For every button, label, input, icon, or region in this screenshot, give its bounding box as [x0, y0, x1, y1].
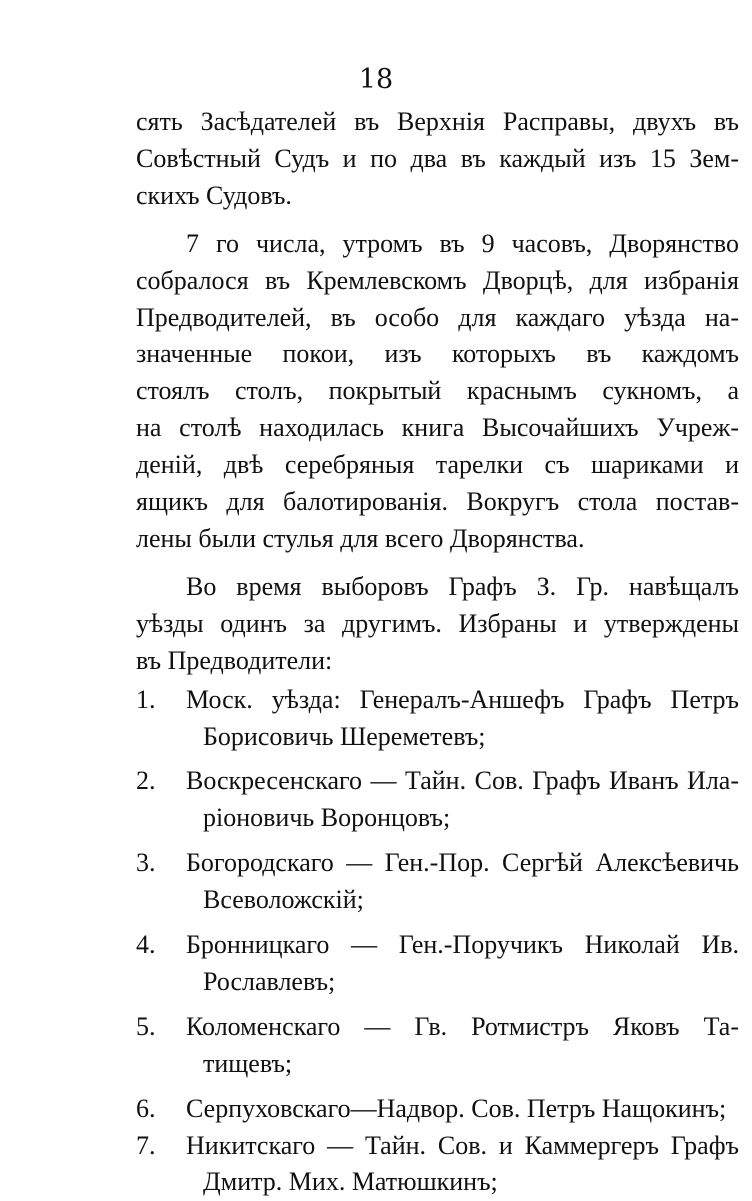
text-line: Во время выборовъ Графъ З. Гр. навѣщалъ: [186, 571, 739, 601]
marshals-list: [136, 682, 739, 1201]
item-number: 6.: [136, 1093, 156, 1123]
text-line: Воскресенскаго — Тайн. Сов. Графъ Иванъ Ила-: [186, 766, 739, 796]
list-item: [136, 1009, 739, 1083]
text-line: Никитскаго — Тайн. Сов. и Каммергеръ Графъ: [186, 1130, 739, 1160]
text-line: сять Засѣдателей въ Верхнія Расправы, двухъ въ: [136, 107, 739, 136]
item-number: 2.: [136, 766, 156, 796]
text-line: деній, двѣ серебряныя тарелки съ шариками и: [136, 450, 739, 480]
paragraph: [136, 226, 739, 558]
item-number: 5.: [136, 1011, 156, 1041]
text-line: Борисовичь Шереметевъ;: [203, 721, 486, 751]
text-line: тищевъ;: [203, 1048, 293, 1078]
paragraph: [136, 104, 739, 215]
text-line: стоялъ столъ, покрытый краснымъ сукномъ, а: [136, 376, 739, 406]
text-line: Бронницкаго — Ген.-Поручикъ Николай Ив.: [186, 930, 739, 960]
text-line: лены были стулья для всего Дворянства.: [136, 523, 585, 553]
text-line: Моск. уѣзда: Генералъ-Аншефъ Графъ Петръ: [186, 684, 739, 714]
text-line: Совѣстный Судъ и по два въ каждый изъ 15 Зем-: [136, 143, 739, 173]
text-line: въ Предводители:: [136, 645, 333, 675]
list-item: [136, 1091, 739, 1128]
text-line: на столѣ находилась книга Высочайшихъ Учреж-: [136, 413, 739, 443]
list-item: [136, 763, 739, 837]
text-line: Всеволожскій;: [203, 885, 364, 915]
text-line: Коломенскаго — Гв. Ротмистръ Яковъ Та-: [186, 1011, 739, 1041]
list-item: [136, 682, 739, 756]
text-line: Дмитр. Мих. Матюшкинъ;: [203, 1167, 498, 1197]
text-line: ящикъ для балотированія. Вокругъ стола постав-: [136, 487, 739, 517]
page-text: [136, 104, 739, 1201]
text-line: Предводителей, въ особо для каждаго уѣзда на-: [136, 302, 739, 332]
text-line: Богородскаго — Ген.-Пор. Сергѣй Алексѣевичь: [186, 848, 739, 878]
paragraph: [136, 569, 739, 680]
item-number: 3.: [136, 848, 156, 878]
list-item: [136, 1128, 739, 1201]
item-number: 7.: [136, 1130, 156, 1160]
text-line: собралося въ Кремлевскомъ Дворцѣ, для избранія: [136, 265, 739, 295]
text-line: 7 го числа, утромъ въ 9 часовъ, Дворянство: [186, 228, 739, 258]
text-line: скихъ Судовъ.: [136, 180, 292, 210]
list-item: [136, 845, 739, 919]
list-item: [136, 927, 739, 1001]
text-line: значенные покои, изъ которыхъ въ каждомъ: [136, 339, 739, 369]
text-line: ріоновичь Воронцовъ;: [203, 803, 451, 833]
page-number: 18: [358, 64, 394, 95]
text-line: Серпуховскаго—Надвор. Сов. Петръ Нащокинъ;: [186, 1093, 727, 1123]
text-line: Рославлевъ;: [203, 966, 336, 996]
text-line: уѣзды одинъ за другимъ. Избраны и утверждены: [136, 608, 739, 638]
item-number: 4.: [136, 930, 156, 960]
item-number: 1.: [136, 684, 156, 714]
